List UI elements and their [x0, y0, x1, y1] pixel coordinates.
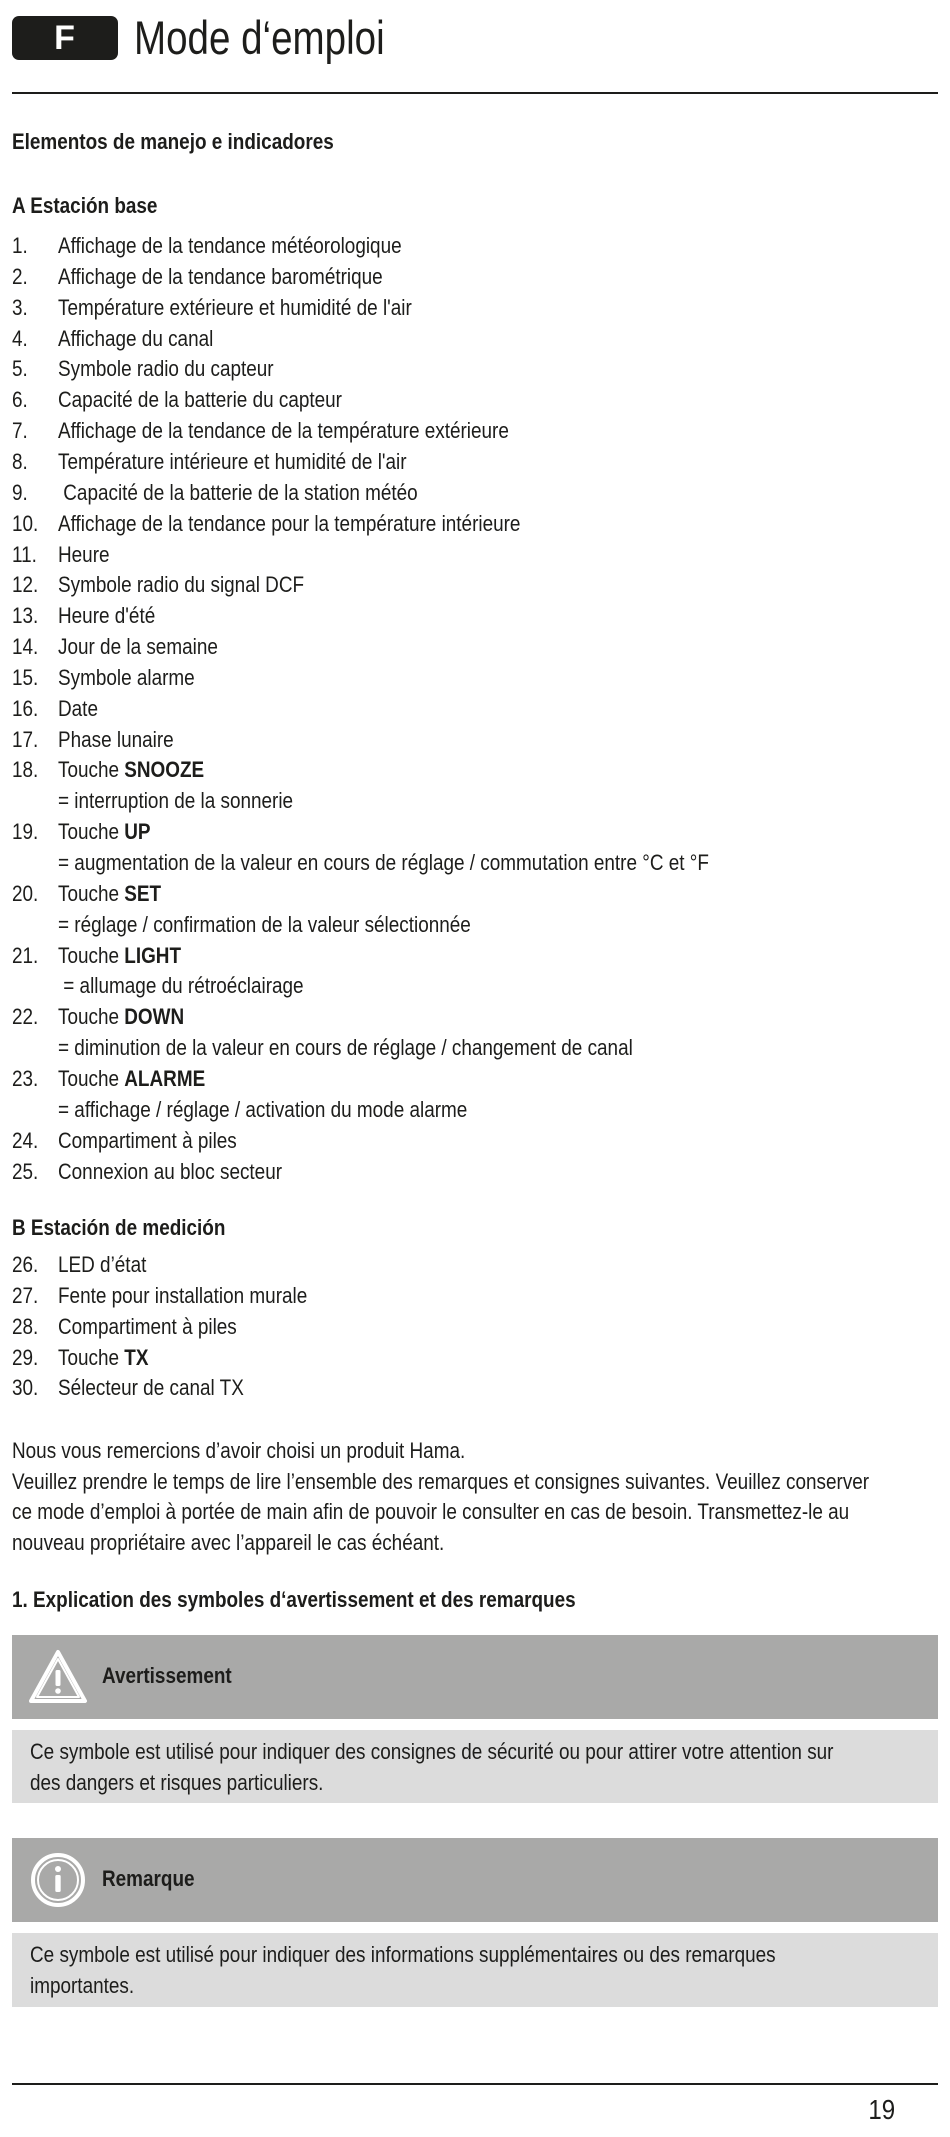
key-prefix: Touche — [58, 1004, 125, 1030]
list-item-text: Affichage de la tendance de la température extérieure — [58, 418, 509, 444]
list-item-key-label — [58, 1343, 148, 1373]
key-name: UP — [124, 819, 151, 845]
list-item-text: Capacité de la batterie de la station météo — [58, 479, 418, 505]
list-item-text: Jour de la semaine — [58, 634, 218, 660]
note-title: Remarque — [102, 1866, 195, 1891]
list-item — [0, 354, 940, 385]
list-item-key-label — [58, 817, 151, 847]
warning-title: Avertissement — [102, 1663, 232, 1688]
list-item-number: 24. — [12, 1127, 39, 1153]
list-item-text: Compartiment à piles — [58, 1313, 237, 1339]
list-item-text: Date — [58, 695, 98, 721]
list-item-text: Affichage de la tendance pour la température intérieure — [58, 510, 521, 536]
list-item-number: 16. — [12, 695, 39, 721]
list-item-text: LED d’état — [58, 1252, 147, 1277]
key-name: TX — [124, 1344, 149, 1370]
list-item — [0, 755, 940, 786]
list-item — [0, 1343, 940, 1374]
list-item-number: 26. — [12, 1252, 39, 1277]
warning-callout-body — [12, 1730, 938, 1803]
list-item-description: = allumage du rétroéclairage — [58, 973, 304, 999]
list-item-number: 18. — [12, 757, 39, 783]
chapter-heading: 1. Explication des symboles d‘avertissement et des remarques — [12, 1587, 576, 1612]
list-item-number: 12. — [12, 572, 39, 598]
list-item-number: 22. — [12, 1004, 39, 1030]
footer-rule — [12, 2083, 938, 2085]
list-item-description: = diminution de la valeur en cours de réglage / changement de canal — [58, 1035, 633, 1061]
list-item — [0, 1250, 940, 1281]
info-circle-icon — [28, 1851, 88, 1909]
note-text-line: Ce symbole est utilisé pour indiquer des informations supplémentaires ou des remarques — [30, 1942, 776, 1967]
note-text-line: importantes. — [30, 1973, 135, 1998]
list-item-number: 29. — [12, 1344, 39, 1370]
key-prefix: Touche — [58, 757, 125, 783]
key-prefix: Touche — [58, 1065, 125, 1091]
list-item-number: 5. — [12, 356, 28, 382]
list-item — [0, 694, 940, 725]
list-item-text: Température extérieure et humidité de l'air — [58, 294, 412, 320]
list-item-text: Affichage de la tendance barométrique — [58, 263, 383, 289]
list-item-number: 8. — [12, 448, 28, 474]
list-item-text: Connexion au bloc secteur — [58, 1158, 283, 1184]
list-item-text: Heure d'été — [58, 603, 156, 629]
key-prefix: Touche — [58, 880, 125, 906]
intro-line: Veuillez prendre le temps de lire l’ensemble des remarques et consignes suivantes. Veuillez conserver — [12, 1468, 870, 1494]
list-item — [0, 632, 940, 663]
list-item — [0, 447, 940, 478]
list-item-number: 1. — [12, 233, 28, 258]
list-item — [0, 231, 940, 262]
list-item — [0, 817, 940, 848]
list-item-number: 30. — [12, 1375, 39, 1401]
list-item-number: 23. — [12, 1065, 39, 1091]
list-item-number: 15. — [12, 664, 39, 690]
list-item-number: 2. — [12, 263, 28, 289]
warning-text — [30, 1736, 833, 1798]
base-station-heading: A Estación base — [12, 193, 158, 218]
list-item-text: Symbole radio du signal DCF — [58, 572, 305, 598]
list-item-number: 19. — [12, 819, 39, 845]
list-item-number: 20. — [12, 880, 39, 906]
list-item-number: 9. — [12, 479, 28, 505]
warning-callout-header — [12, 1635, 938, 1719]
list-item-text: Phase lunaire — [58, 726, 174, 752]
list-item — [0, 293, 940, 324]
list-item-description: = interruption de la sonnerie — [58, 788, 294, 814]
key-name: ALARME — [124, 1065, 206, 1091]
list-item-number: 17. — [12, 726, 39, 752]
key-name: SET — [124, 880, 162, 906]
note-text — [30, 1939, 776, 2001]
list-item-key-label — [58, 755, 204, 785]
list-item-number: 21. — [12, 942, 39, 968]
sensor-heading: B Estación de medición — [12, 1215, 226, 1240]
list-item-number: 4. — [12, 325, 28, 351]
list-item-text: Affichage du canal — [58, 325, 214, 351]
list-item — [0, 540, 940, 571]
section-title: Elementos de manejo e indicadores — [12, 129, 334, 154]
list-item — [0, 1373, 940, 1404]
list-item-text: Symbole alarme — [58, 664, 195, 690]
list-item-number: 13. — [12, 603, 39, 629]
list-item — [0, 509, 940, 540]
list-item-text: Symbole radio du capteur — [58, 356, 274, 382]
note-callout-header — [12, 1838, 938, 1922]
list-item — [0, 416, 940, 447]
key-prefix: Touche — [58, 942, 125, 968]
list-item-number: 11. — [12, 541, 37, 567]
list-item-number: 14. — [12, 634, 39, 660]
list-item-description: = réglage / confirmation de la valeur sélectionnée — [58, 911, 471, 937]
language-badge: F — [12, 16, 118, 60]
list-item-key-label — [58, 879, 161, 909]
list-item — [0, 1312, 940, 1343]
page-number: 19 — [868, 2094, 895, 2125]
page-title: Mode d‘emploi — [134, 11, 385, 64]
list-item — [0, 1126, 940, 1157]
list-item-text: Capacité de la batterie du capteur — [58, 387, 342, 413]
list-item-description: = augmentation de la valeur en cours de réglage / commutation entre °C et °F — [58, 850, 709, 875]
list-item-text: Fente pour installation murale — [58, 1282, 308, 1308]
key-name: DOWN — [124, 1004, 185, 1030]
list-item — [0, 601, 940, 632]
warning-text-line: Ce symbole est utilisé pour indiquer des consignes de sécurité ou pour attirer votre attention sur — [30, 1739, 834, 1764]
list-item-key-label — [58, 941, 181, 971]
list-item — [0, 1281, 940, 1312]
list-item — [0, 478, 940, 509]
list-item-text: Affichage de la tendance météorologique — [58, 233, 402, 258]
list-item — [0, 570, 940, 601]
intro-line: nouveau propriétaire avec l’appareil le cas échéant. — [12, 1529, 445, 1555]
list-item-key-label — [58, 1002, 184, 1032]
list-item-number: 25. — [12, 1158, 39, 1184]
warning-triangle-icon — [28, 1648, 88, 1706]
key-prefix: Touche — [58, 819, 125, 845]
page-header — [12, 11, 938, 66]
list-item — [0, 879, 940, 910]
list-item-text: Compartiment à piles — [58, 1127, 237, 1153]
key-prefix: Touche — [58, 1344, 125, 1370]
list-item — [0, 1157, 940, 1188]
list-item — [0, 324, 940, 355]
list-item — [0, 663, 940, 694]
list-item — [0, 262, 940, 293]
list-item — [0, 385, 940, 416]
list-item-number: 6. — [12, 387, 28, 413]
list-item-key-label — [58, 1064, 205, 1094]
list-item — [0, 725, 940, 756]
key-name: SNOOZE — [124, 757, 205, 783]
intro-line: ce mode d’emploi à portée de main afin de pouvoir le consulter en cas de besoin. Transmettez-le au — [12, 1499, 850, 1524]
list-item-number: 7. — [12, 418, 28, 444]
header-rule — [12, 92, 938, 94]
warning-text-line: des dangers et risques particuliers. — [30, 1770, 324, 1795]
list-item — [0, 1064, 940, 1095]
key-name: LIGHT — [124, 942, 182, 968]
list-item — [0, 1002, 940, 1033]
list-item-number: 3. — [12, 294, 28, 320]
list-item-text: Sélecteur de canal TX — [58, 1375, 244, 1401]
list-item-number: 10. — [12, 510, 39, 536]
list-item — [0, 941, 940, 972]
intro-line: Nous vous remercions d’avoir choisi un produit Hama. — [12, 1438, 466, 1463]
note-callout-body — [12, 1933, 938, 2007]
list-item-number: 28. — [12, 1313, 39, 1339]
intro-paragraph — [12, 1436, 869, 1558]
list-item-number: 27. — [12, 1282, 39, 1308]
list-item-text: Température intérieure et humidité de l'air — [58, 448, 407, 474]
list-item-text: Heure — [58, 541, 110, 567]
list-item-description: = affichage / réglage / activation du mode alarme — [58, 1096, 468, 1122]
